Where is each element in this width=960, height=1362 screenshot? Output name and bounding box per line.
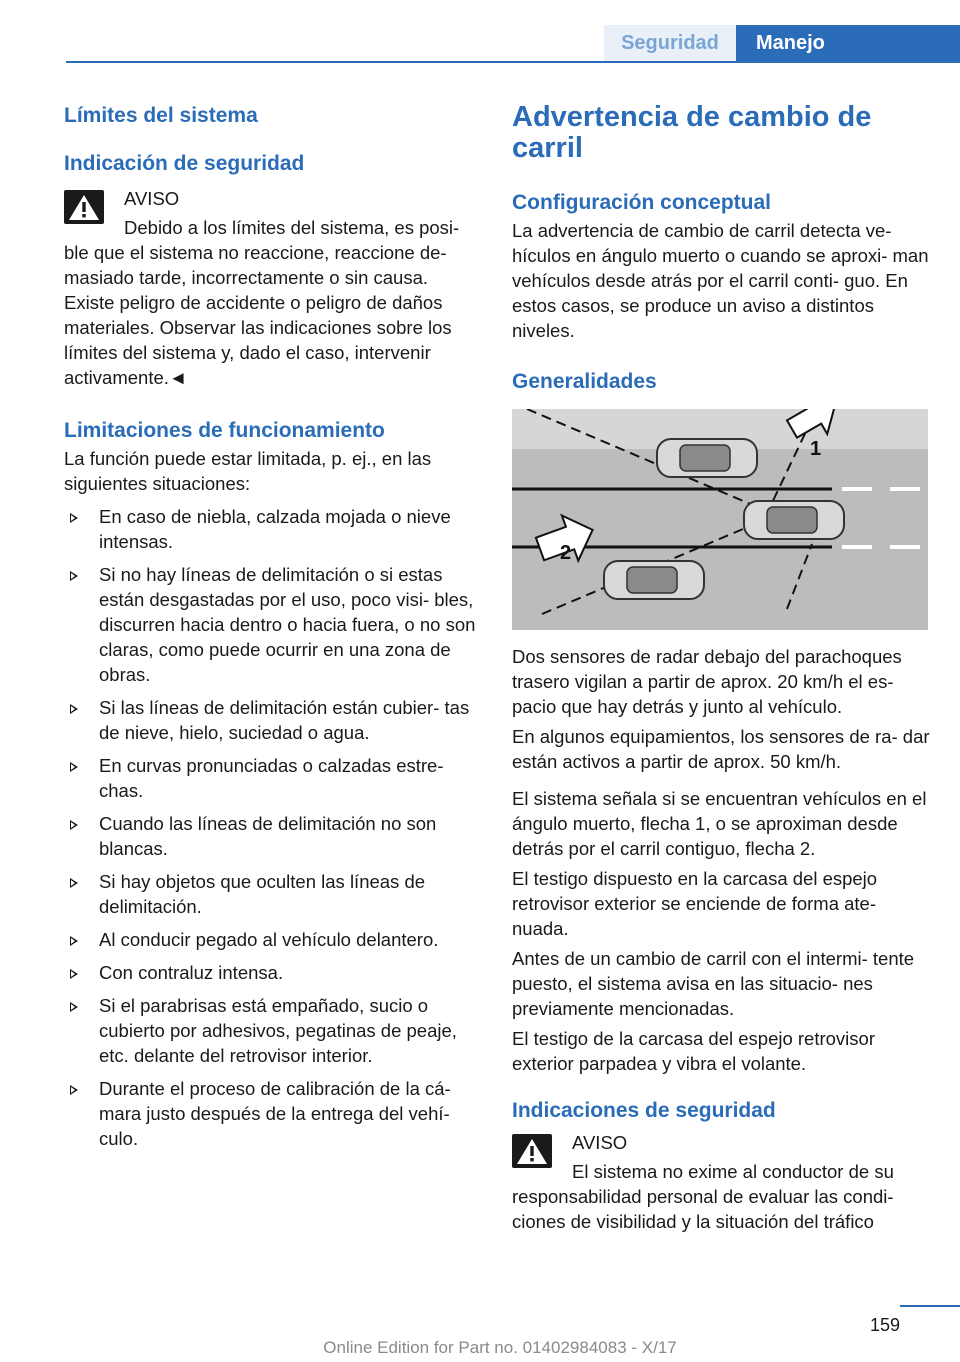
list-item: Con contraluz intensa. [64,960,480,985]
paragraph-equipamientos: En algunos equipamientos, los sensores de ra‐ dar están activos a partir de aprox. 50 km/h. [512,726,930,772]
bullet-triangle-icon [70,1002,78,1012]
warning-label: AVISO [572,1132,628,1153]
left-column [64,100,480,1151]
heading-indicaciones-seguridad: Indicaciones de seguridad [512,1099,776,1122]
header-divider [66,61,960,63]
lane-change-figure [512,409,928,630]
paragraph-sensores: Dos sensores de radar debajo del parachoques trasero vigilan a partir de aprox. 20 km/h el es‐ pacio que hay detrás y junto al vehículo. [512,646,902,717]
bullet-triangle-icon [70,762,78,772]
lane-diagram [512,409,928,630]
page-header [0,0,960,62]
paragraph-parpadea: El testigo de la carcasa del espejo retrovisor exterior parpadea y vibra el volante. [512,1028,875,1074]
footer-divider [900,1305,960,1307]
heading-indicacion-seguridad: Indicación de seguridad [64,152,305,175]
list-item: Si hay objetos que oculten las líneas de delimitación. [64,869,480,919]
page-number: 159 [869,1315,900,1335]
tab-seguridad[interactable]: Seguridad [604,25,736,61]
car-icon [657,439,757,477]
list-item: Si las líneas de delimitación están cubier‐ tas de nieve, hielo, suciedad o agua. [64,695,480,745]
warning-text-first: El sistema no exime al conductor de su [572,1161,894,1182]
warning-triangle-icon [64,190,104,224]
list-item: Cuando las líneas de delimitación no son blancas. [64,811,480,861]
right-column [512,100,930,1234]
bullet-triangle-icon [70,820,78,830]
arrow-1-label: 1 [810,438,822,460]
paragraph-senala: El sistema señala si se encuentran vehículos en el ángulo muerto, flecha 1, o se aproximan desde detrás por el carril contiguo, flecha 2. [512,788,927,859]
heading-advertencia-cambio-carril: Advertencia de cambio de carril [512,101,872,164]
warning-triangle-icon [512,1134,552,1168]
paragraph-cambio: Antes de un cambio de carril con el intermi‐ tente puesto, el sistema avisa en las situacio‐ nes previamente mencionadas. [512,948,915,1019]
heading-generalidades: Generalidades [512,370,657,393]
list-item: En curvas pronunciadas o calzadas estre‐ chas. [64,753,480,803]
warning-text: responsabilidad personal de evaluar las condi‐ ciones de visibilidad y la situación del tráfico [512,1186,894,1232]
heading-limites-sistema: Límites del sistema [64,104,258,127]
bullet-triangle-icon [70,513,78,523]
limitaciones-intro: La función puede estar limitada, p. ej., en las siguientes situaciones: [64,448,432,494]
warning-block [64,186,480,390]
tab-manejo[interactable]: Manejo [736,25,960,61]
list-item: En caso de niebla, calzada mojada o nieve intensas. [64,504,480,554]
bullet-triangle-icon [70,969,78,979]
list-item: Al conducir pegado al vehículo delantero. [64,927,480,952]
config-text: La advertencia de cambio de carril detecta ve‐ hículos en ángulo muerto o cuando se aproxi‐ man vehículos desde atrás por el carril conti‐ guo. En estos casos, se produce un aviso a distintos niveles. [512,220,929,341]
bullet-triangle-icon [70,571,78,581]
heading-limitaciones: Limitaciones de funcionamiento [64,419,385,442]
list-item: Si el parabrisas está empañado, sucio o cubierto por adhesivos, pegatinas de peaje, etc. delante del retrovisor interior. [64,993,480,1068]
bullet-triangle-icon [70,878,78,888]
warning-block [512,1130,930,1234]
car-icon [604,561,704,599]
list-item: Durante el proceso de calibración de la cá‐ mara justo después de la entrega del vehí‐ culo. [64,1076,480,1151]
arrow-2-label: 2 [560,542,572,564]
heading-configuracion: Configuración conceptual [512,191,772,214]
list-item: Si no hay líneas de delimitación o si estas están desgastadas por el uso, poco visi‐ bles, discurren hacia dentro o hacia fuera, o no son claras, como puede ocurrir en una zona de obras. [64,562,480,687]
warning-label: AVISO [124,188,180,209]
paragraph-testigo: El testigo dispuesto en la carcasa del espejo retrovisor exterior se enciende de forma ate‐ nuada. [512,868,878,939]
warning-text-first: Debido a los límites del sistema, es posi‐ [124,217,460,238]
bullet-triangle-icon [70,936,78,946]
footer-edition: Online Edition for Part no. 01402984083 - X/17 [323,1338,677,1357]
limitaciones-list [64,504,480,1151]
bullet-triangle-icon [70,1085,78,1095]
own-car-icon [744,501,844,539]
warning-text: ble que el sistema no reaccione, reaccione de‐ masiado tarde, incorrectamente o sin causa. Existe peligro de accidente o peligro de daños materiales. Observar las indicaciones sobre los límites del sistema y, dado el caso, intervenir activamente.◄ [64,242,452,388]
bullet-triangle-icon [70,704,78,714]
